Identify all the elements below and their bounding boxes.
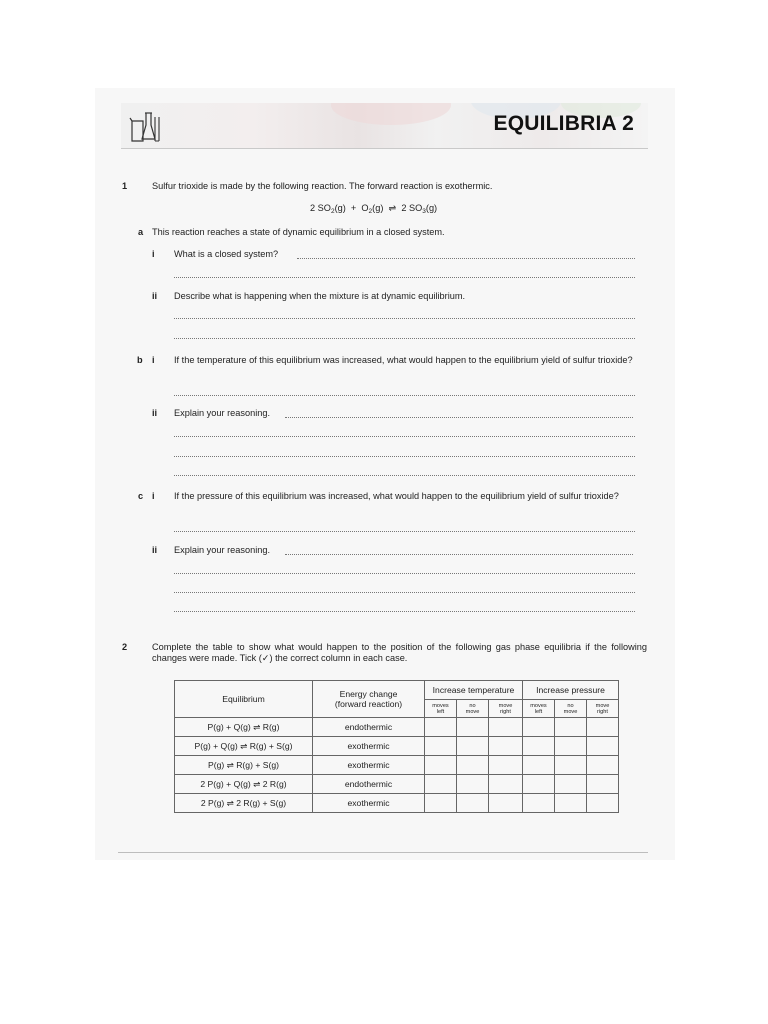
table-row <box>175 775 619 794</box>
tick-cell[interactable] <box>555 718 587 737</box>
tick-cell[interactable] <box>425 775 457 794</box>
header-increase-pressure: Increase pressure <box>523 681 619 700</box>
answer-line[interactable] <box>174 531 635 532</box>
header-banner <box>121 103 648 149</box>
energy-cell: exothermic <box>313 737 425 756</box>
answer-line[interactable] <box>174 436 635 437</box>
subheader-move-right: move right <box>489 700 523 718</box>
subpart-text: Describe what is happening when the mixture is at dynamic equilibrium. <box>174 291 466 301</box>
equilibrium-cell: 2 P(g) ⇌ 2 R(g) + S(g) <box>175 794 313 813</box>
tick-cell[interactable] <box>489 775 523 794</box>
page-title: EQUILIBRIA 2 <box>493 112 634 135</box>
tick-cell[interactable] <box>489 756 523 775</box>
tick-cell[interactable] <box>489 794 523 813</box>
tick-cell[interactable] <box>457 775 489 794</box>
tick-cell[interactable] <box>555 794 587 813</box>
answer-line[interactable] <box>174 338 635 339</box>
subheader-moves-left: moves left <box>523 700 555 718</box>
equilibrium-cell: P(g) ⇌ R(g) + S(g) <box>175 756 313 775</box>
answer-line[interactable] <box>174 573 635 574</box>
table-row <box>175 718 619 737</box>
equilibria-table <box>174 680 619 813</box>
tick-cell[interactable] <box>457 718 489 737</box>
subpart-text: If the temperature of this equilibrium was increased, what would happen to the equilibrium yield of sulfur trioxide? <box>174 355 633 365</box>
subpart-text: What is a closed system? <box>174 249 279 259</box>
tick-cell[interactable] <box>489 737 523 756</box>
part-label: a <box>138 227 144 237</box>
equilibrium-cell: 2 P(g) + Q(g) ⇌ 2 R(g) <box>175 775 313 794</box>
tick-cell[interactable] <box>457 794 489 813</box>
subheader-move-right: move right <box>587 700 619 718</box>
tick-cell[interactable] <box>587 794 619 813</box>
tick-cell[interactable] <box>457 756 489 775</box>
tick-cell[interactable] <box>523 737 555 756</box>
subpart-text: If the pressure of this equilibrium was increased, what would happen to the equilibrium yield of sulfur trioxide? <box>174 491 619 501</box>
subheader-no-move: no move <box>457 700 489 718</box>
header-energy-change: Energy change (forward reaction) <box>313 681 425 718</box>
question-text: Sulfur trioxide is made by the following reaction. The forward reaction is exothermic. <box>152 181 493 191</box>
answer-line[interactable] <box>285 554 633 555</box>
tick-cell[interactable] <box>457 737 489 756</box>
header-increase-temperature: Increase temperature <box>425 681 523 700</box>
subpart-label: ii <box>152 408 158 418</box>
answer-line[interactable] <box>174 318 635 319</box>
tick-cell[interactable] <box>555 775 587 794</box>
tick-cell[interactable] <box>587 775 619 794</box>
tick-cell[interactable] <box>523 794 555 813</box>
answer-line[interactable] <box>285 417 633 418</box>
subpart-text: Explain your reasoning. <box>174 408 271 418</box>
lab-glassware-icon <box>129 107 163 145</box>
answer-line[interactable] <box>174 277 635 278</box>
footer-divider <box>118 852 648 853</box>
table-row <box>175 737 619 756</box>
tick-cell[interactable] <box>587 737 619 756</box>
answer-line[interactable] <box>174 475 635 476</box>
tick-cell[interactable] <box>489 718 523 737</box>
question-number: 1 <box>122 181 128 191</box>
energy-cell: endothermic <box>313 775 425 794</box>
energy-cell: exothermic <box>313 756 425 775</box>
subpart-label: i <box>152 491 155 501</box>
subpart-label: ii <box>152 291 158 301</box>
tick-cell[interactable] <box>425 794 457 813</box>
subpart-label: i <box>152 355 155 365</box>
tick-cell[interactable] <box>587 756 619 775</box>
table-row <box>175 794 619 813</box>
equilibrium-cell: P(g) + Q(g) ⇌ R(g) <box>175 718 313 737</box>
tick-cell[interactable] <box>425 756 457 775</box>
answer-line[interactable] <box>297 258 635 259</box>
question-text: Complete the table to show what would happen to the position of the following gas phase equilibria if the following changes were made. Tick (✓) the correct column in each case. <box>152 642 647 663</box>
equilibrium-cell: P(g) + Q(g) ⇌ R(g) + S(g) <box>175 737 313 756</box>
tick-cell[interactable] <box>587 718 619 737</box>
tick-cell[interactable] <box>425 718 457 737</box>
energy-cell: endothermic <box>313 718 425 737</box>
part-label: b <box>137 355 143 365</box>
tick-cell[interactable] <box>555 756 587 775</box>
energy-cell: exothermic <box>313 794 425 813</box>
subpart-label: i <box>152 249 155 259</box>
answer-line[interactable] <box>174 395 635 396</box>
subheader-no-move: no move <box>555 700 587 718</box>
subpart-label: ii <box>152 545 158 555</box>
answer-line[interactable] <box>174 456 635 457</box>
part-text: This reaction reaches a state of dynamic equilibrium in a closed system. <box>152 227 445 237</box>
subheader-moves-left: moves left <box>425 700 457 718</box>
subpart-text: Explain your reasoning. <box>174 545 271 555</box>
reaction-equation: 2 $SO_2(g) + O_2(g)$ ⇌ 2 $SO_3(g)$ <box>310 203 438 215</box>
header-equilibrium: Equilibrium <box>175 681 313 718</box>
tick-cell[interactable] <box>523 756 555 775</box>
tick-cell[interactable] <box>555 737 587 756</box>
table-row <box>175 756 619 775</box>
tick-cell[interactable] <box>523 718 555 737</box>
answer-line[interactable] <box>174 611 635 612</box>
answer-line[interactable] <box>174 592 635 593</box>
tick-cell[interactable] <box>523 775 555 794</box>
tick-cell[interactable] <box>425 737 457 756</box>
part-label: c <box>138 491 144 501</box>
question-number: 2 <box>122 642 128 652</box>
